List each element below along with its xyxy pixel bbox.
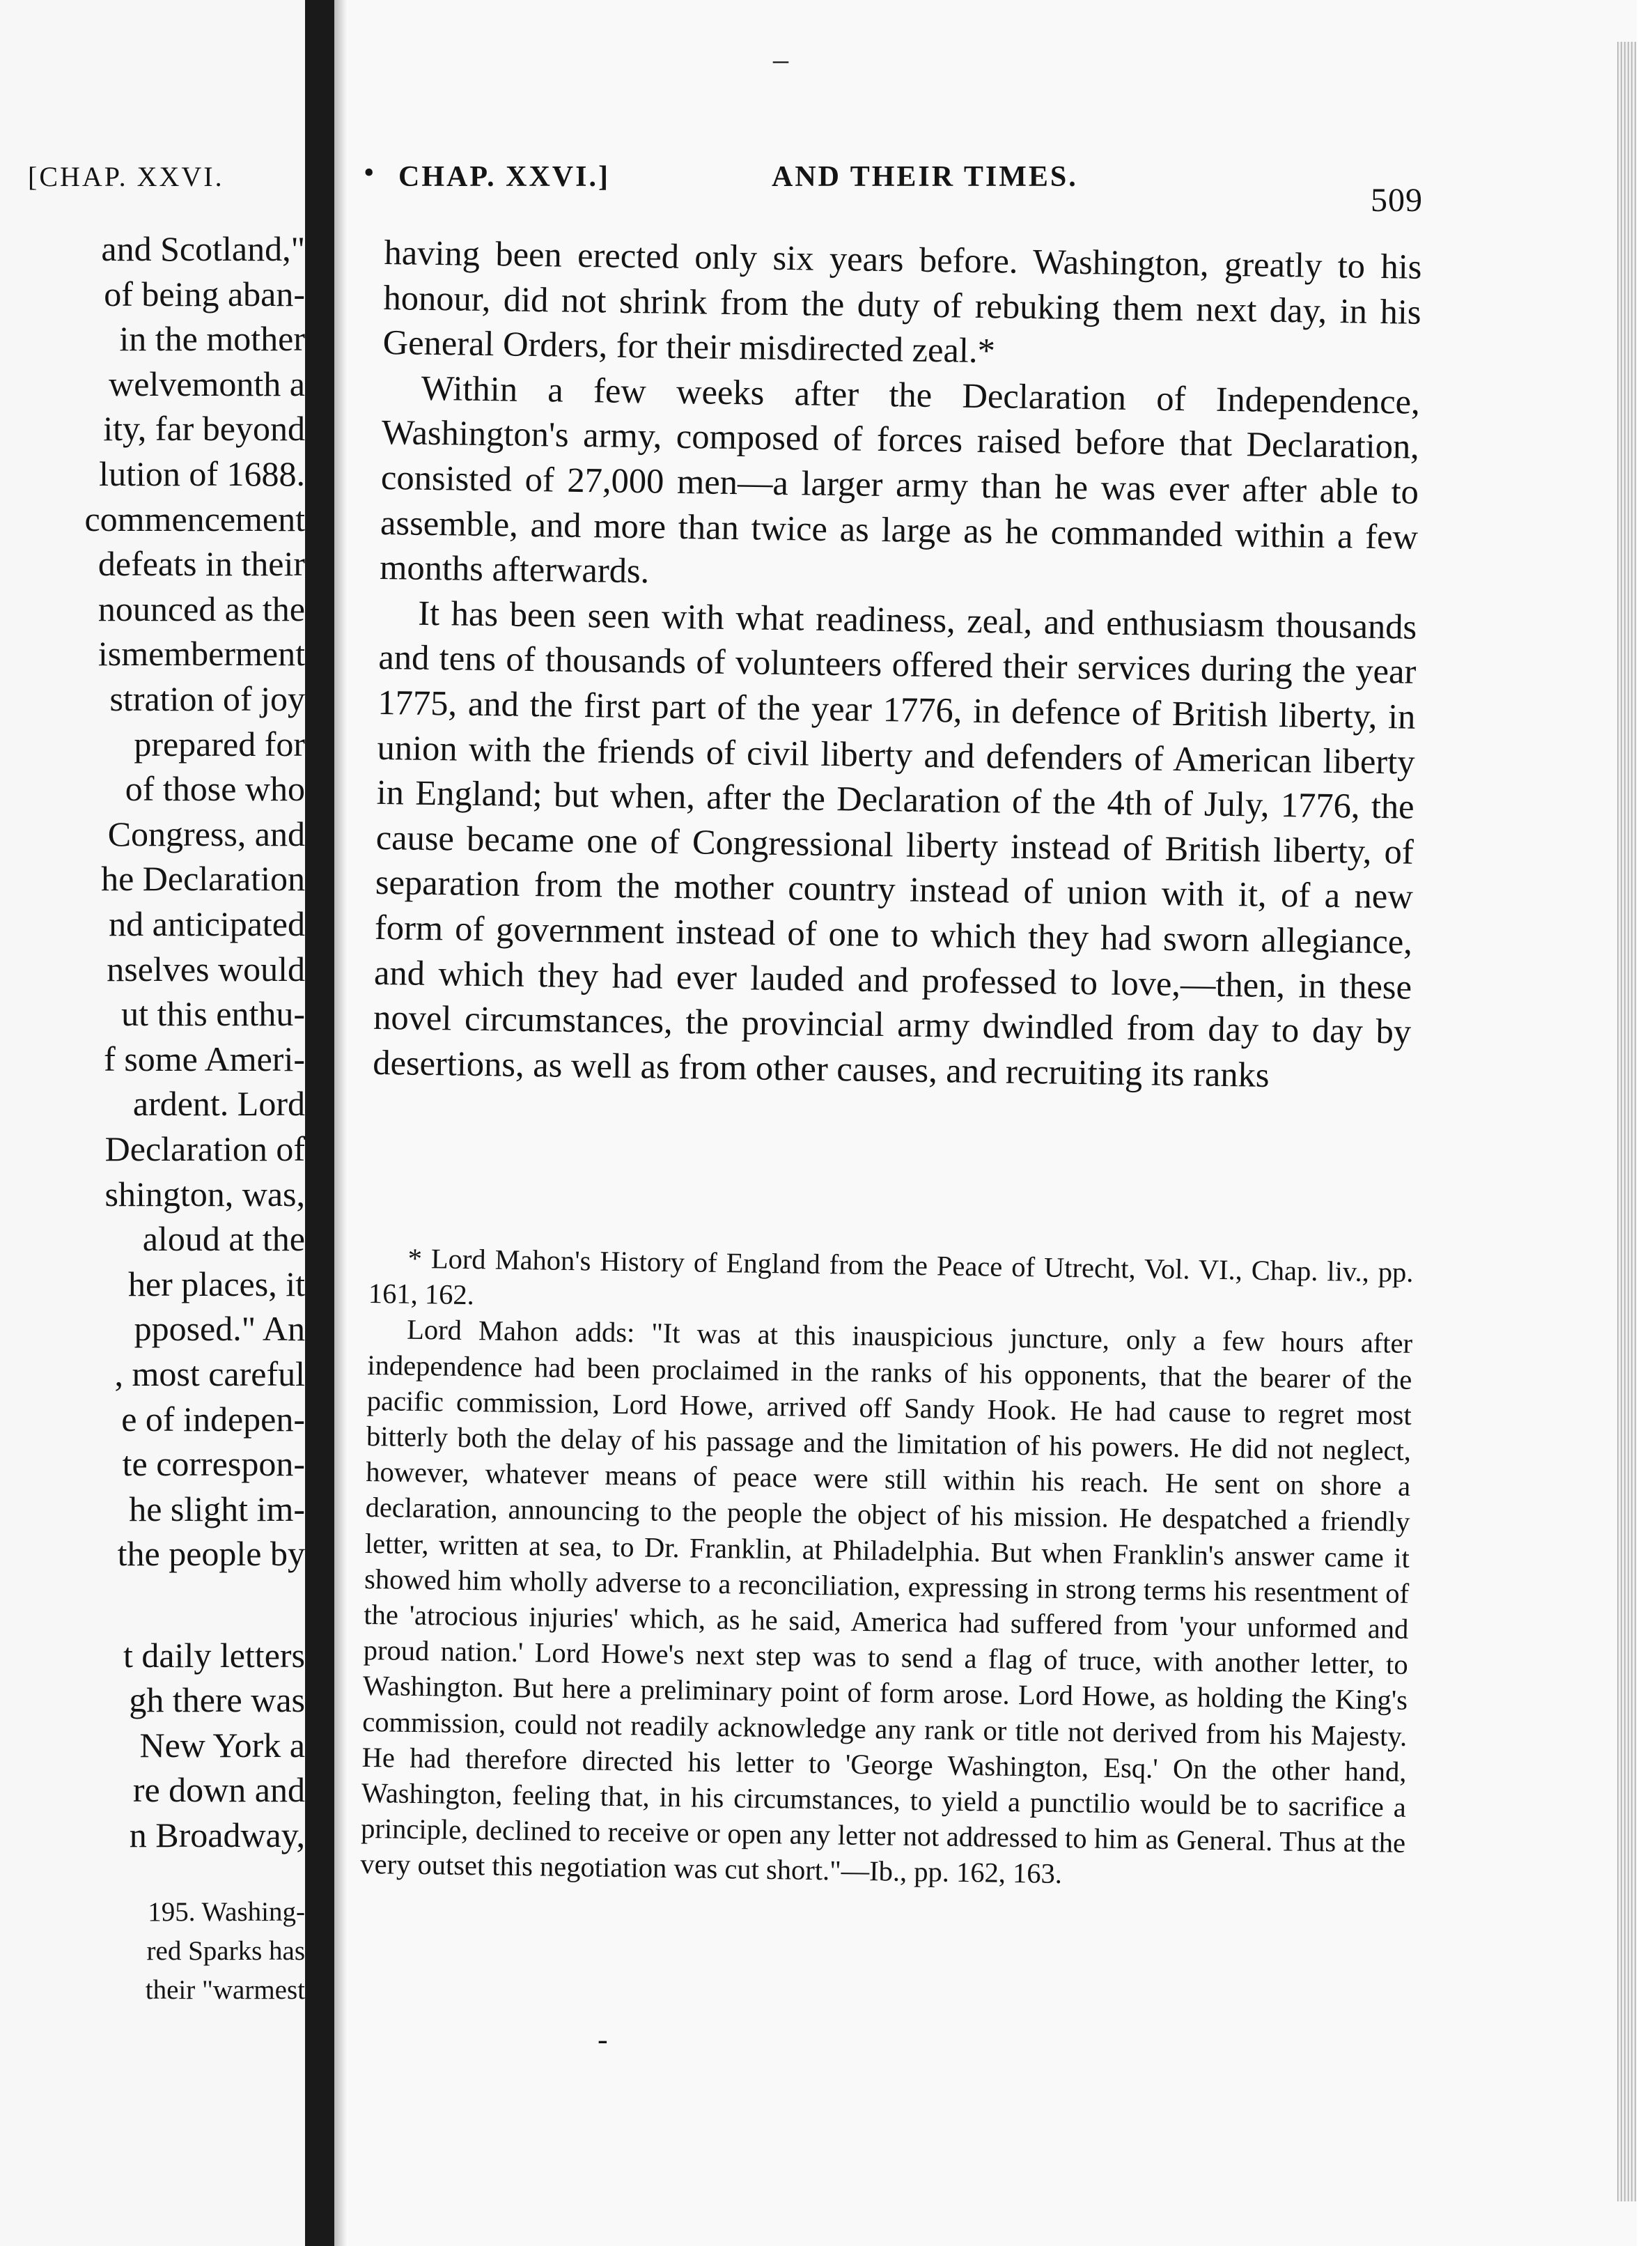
print-speck: •	[364, 155, 375, 189]
left-text-line: and Scotland,"	[101, 229, 305, 268]
left-text-line: f some Ameri-	[104, 1039, 305, 1078]
left-text-line: the people by	[117, 1534, 305, 1574]
print-speck: -	[598, 2022, 608, 2057]
running-head-chapter: CHAP. XXVI.]	[398, 161, 610, 193]
left-text-line: he slight im-	[129, 1489, 305, 1528]
left-text-line: shington, was,	[104, 1174, 305, 1214]
left-text-line: pposed." An	[134, 1309, 305, 1349]
main-text	[373, 230, 1422, 1099]
page-number: 509	[1371, 182, 1423, 219]
paragraph: Within a few weeks after the Declaration of Independence, Washington's army, composed of forces raised before that Declaration, consisted of 27,000 men—a larger army than he was ever after able to assemble, and more than twice as large as he commanded within a few months afterwards.	[379, 368, 1421, 591]
print-speck: –	[773, 42, 788, 77]
book-gutter	[305, 0, 334, 2246]
left-text-line: in the mother	[119, 319, 305, 359]
left-text-line: stration of joy	[109, 679, 305, 718]
left-text-line: ut this enthu-	[121, 994, 305, 1034]
left-text-line: gh there was	[129, 1680, 305, 1720]
left-text-line: ity, far beyond	[103, 409, 305, 449]
left-text-line: commencement	[84, 499, 305, 539]
paragraph: It has been seen with what readiness, zeal, and enthusiasm thousands and tens of thousands of volunteers offered their services during the year 1775, and the first part of the year 1776, in defence of British liberty, in union with the friends of civil liberty and defenders of American liberty in England; but when, after the Declaration of the 4th of July, 1776, the cause became one of Congressional liberty instead of British liberty, of separation from the mother country instead of union with it, of a new form of government instead of one to which they had sworn allegiance, and which they had ever lauded and professed to love,—then, in these novel circumstances, the provincial army dwindled from day to day by desertions, as well as from other causes, and recruiting its ranks	[372, 593, 1417, 1094]
left-text-line: defeats in their	[98, 544, 305, 584]
page-edges	[1617, 42, 1637, 2201]
footnotes	[360, 1240, 1414, 1897]
left-text-line: ardent. Lord	[132, 1084, 305, 1124]
left-footnote-line: 195. Washing-	[148, 1897, 305, 1927]
footnote-citation: * Lord Mahon's History of England from the Peace of Utrecht, Vol. VI., Chap. liv., pp. 161, 162.	[368, 1242, 1414, 1311]
left-text-line: e of indepen-	[121, 1399, 305, 1439]
left-text-line: nounced as the	[98, 589, 305, 628]
paragraph: having been erected only six years before. Washington, greatly to his honour, did not shrink from the duty of rebuking them next day, in his General Orders, for their misdirected zeal.*	[382, 232, 1422, 371]
running-head-title: AND THEIR TIMES.	[772, 161, 1078, 193]
left-text-line: New York a	[139, 1725, 305, 1765]
left-footnote-line: red Sparks has	[146, 1936, 305, 1966]
left-text-line: of being aban-	[104, 274, 305, 313]
left-text-line: he Declaration	[101, 859, 305, 899]
left-text-line: nselves would	[107, 949, 305, 989]
left-text-line: n Broadway,	[129, 1815, 305, 1854]
left-text-line: re down and	[132, 1770, 305, 1810]
left-text-line: Congress, and	[107, 814, 305, 853]
left-text-line: te correspon-	[122, 1444, 305, 1484]
left-text-line: of those who	[125, 769, 305, 809]
left-text-line: t daily letters	[123, 1635, 305, 1675]
left-text-line: prepared for	[134, 724, 305, 764]
left-text-line: aloud at the	[142, 1219, 305, 1259]
gutter-shadow	[334, 0, 347, 2246]
left-text-line: her places, it	[127, 1264, 305, 1303]
footnote-quotation: Lord Mahon adds: "It was at this inauspicious juncture, only a few hours after independence had been proclaimed in the ranks of his opponents, that the bearer of the pacific commission, Lord Howe, arrived off Sandy Hook. He had cause to regret most bitterly both the delay of his passage and the limitation of his powers. He did not neglect, however, whatever means of peace were still within his reach. He sent on shore a declaration, announcing to the people the object of his mission. He despatched a friendly letter, written at sea, to Dr. Franklin, at Philadelphia. But when Franklin's answer came it showed him wholly adverse to a reconciliation, expressing in strong terms his resentment of the 'atrocious injuries' which, as he said, America had suffered from 'your unformed and proud nation.' Lord Howe's next step was to send a flag of truce, with another letter, to Washington. But here a preliminary point of form arose. Lord Howe, as holding the King's commission, could not readily acknowledge any rank or title not derived from his Majesty. He had therefore directed his letter to 'George Washington, Esq.' On the other hand, Washington, feeling that, in his circumstances, to yield a punctilio would be to sacrifice a principle, declined to receive or open any letter not addressed to him as General. Thus at the very outset this negotiation was cut short."—Ib., pp. 162, 163.	[360, 1314, 1413, 1890]
left-text-line: Declaration of	[104, 1129, 305, 1168]
left-text-line: lution of 1688.	[99, 454, 305, 493]
left-text-line: ismemberment	[98, 634, 305, 674]
left-running-head: [CHAP. XXVI.	[28, 161, 224, 192]
left-text-line: welvemonth a	[109, 364, 305, 403]
left-page-fragment	[0, 0, 305, 2246]
left-text-line: nd anticipated	[109, 904, 305, 943]
left-text-line: , most careful	[114, 1354, 305, 1393]
left-footnote-line: their "warmest	[145, 1975, 305, 2005]
